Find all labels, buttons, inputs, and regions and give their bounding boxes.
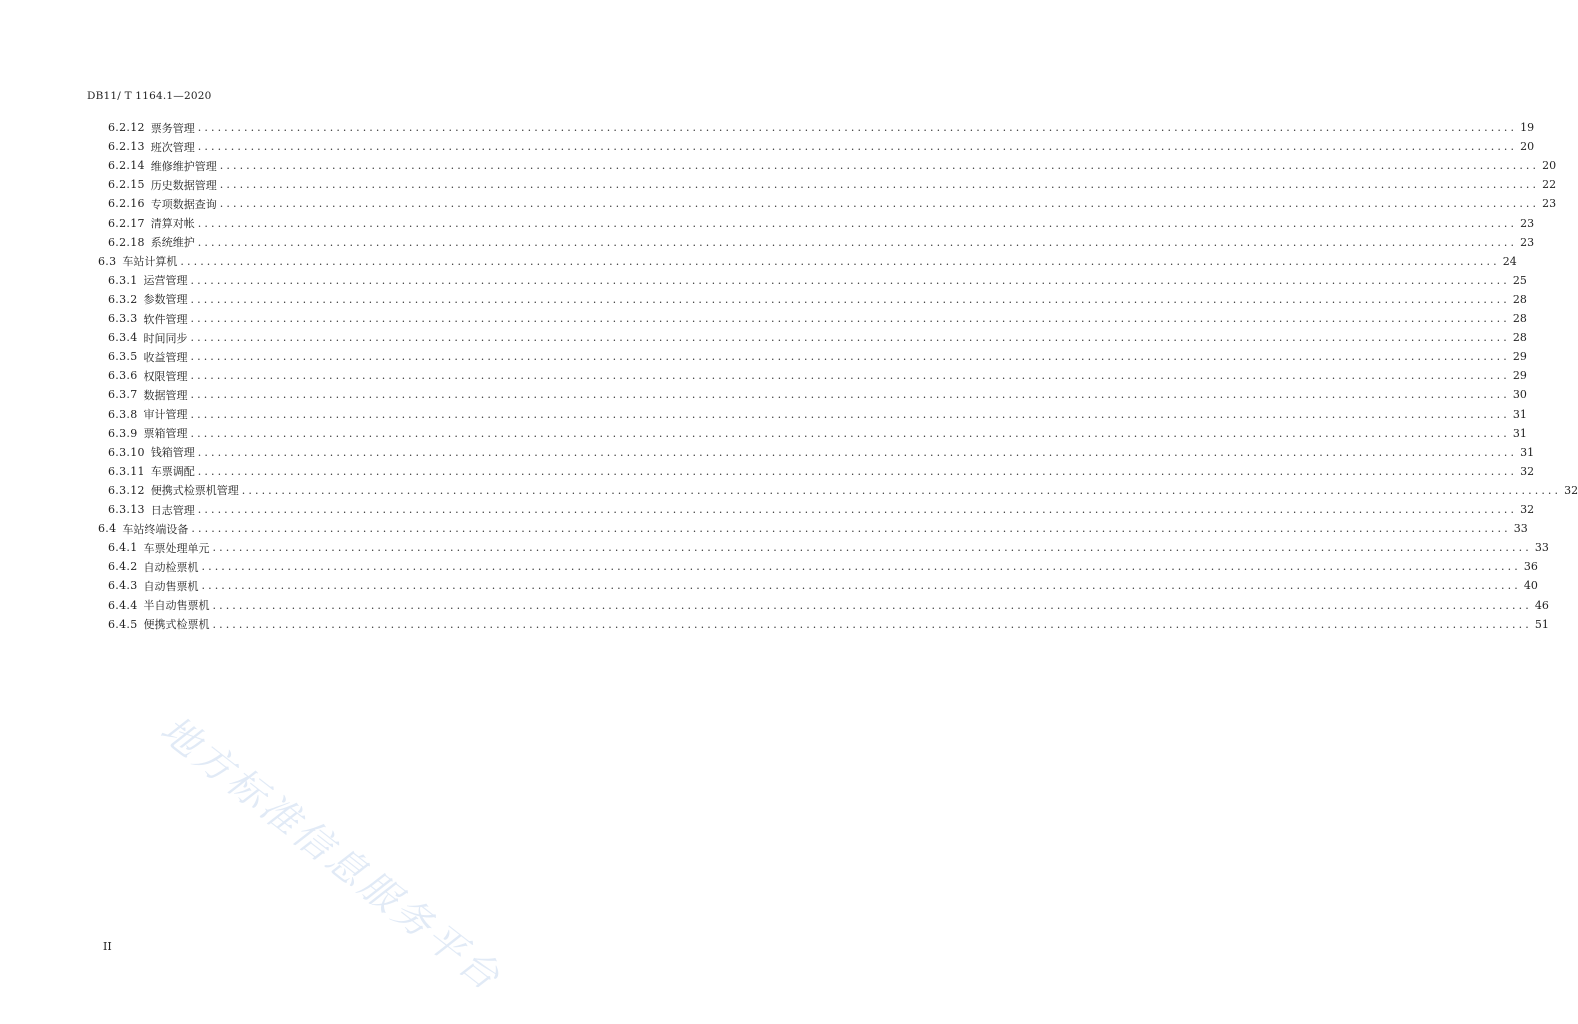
toc-entry-page: 51 (1534, 617, 1549, 631)
toc-entry-title: 权限管理 (143, 369, 188, 383)
toc-leader-dots: ........................................................................................................................................................................................................ (197, 445, 1518, 459)
toc-leader-dots: ........................................................................................................................................................................................................ (180, 254, 1500, 268)
toc-entry-page: 33 (1513, 522, 1528, 536)
toc-entry-number: 6.3.11 (108, 464, 145, 478)
toc-entry-title: 车票调配 (150, 465, 195, 479)
toc-entry-page: 24 (1502, 254, 1517, 268)
toc-leader-dots: ........................................................................................................................................................................................................ (190, 350, 1510, 364)
toc-entry-number: 6.3.6 (108, 369, 138, 383)
toc-entry[interactable] (0, 252, 1517, 271)
toc-entry-title: 专项数据查询 (150, 197, 217, 211)
toc-entry-title: 班次管理 (150, 140, 195, 154)
toc-leader-dots: ........................................................................................................................................................................................................ (201, 579, 1521, 593)
toc-leader-dots: ........................................................................................................................................................................................................ (197, 235, 1518, 249)
toc-entry-number: 6.4.4 (108, 598, 138, 612)
toc-entry-number: 6.3.2 (108, 292, 138, 306)
toc-entry[interactable] (0, 596, 1549, 615)
toc-entry-title: 自动检票机 (143, 560, 199, 574)
toc-entry-number: 6.3.12 (108, 483, 145, 497)
toc-entry-number: 6.3.9 (108, 426, 138, 440)
toc-entry-number: 6.4.2 (108, 560, 138, 574)
toc-entry[interactable] (0, 233, 1535, 252)
toc-entry-title: 票务管理 (150, 121, 195, 135)
toc-entry-page: 33 (1534, 541, 1549, 555)
toc-entry[interactable] (0, 500, 1535, 519)
toc-entry[interactable] (0, 462, 1535, 481)
toc-entry-title: 时间同步 (143, 331, 188, 345)
toc-entry-page: 20 (1542, 159, 1557, 173)
toc-leader-dots: ........................................................................................................................................................................................................ (190, 292, 1510, 306)
toc-leader-dots: ........................................................................................................................................................................................................ (219, 159, 1540, 173)
page-header: DB11/ T 1164.1—2020 (87, 90, 212, 102)
toc-entry[interactable] (0, 328, 1527, 347)
toc-leader-dots: ........................................................................................................................................................................................................ (241, 483, 1562, 497)
toc-entry-title: 软件管理 (143, 312, 188, 326)
toc-leader-dots: ........................................................................................................................................................................................................ (190, 331, 1510, 345)
toc-entry-title: 运营管理 (143, 274, 188, 288)
toc-entry[interactable] (0, 175, 1557, 194)
toc-entry-number: 6.2.18 (108, 235, 145, 249)
toc-leader-dots: ........................................................................................................................................................................................................ (190, 388, 1510, 402)
toc-entry[interactable] (0, 366, 1527, 385)
toc-entry-title: 便携式检票机 (143, 618, 210, 632)
toc-entry[interactable] (0, 309, 1527, 328)
toc-entry[interactable] (0, 385, 1527, 404)
toc-entry-page: 32 (1520, 464, 1535, 478)
toc-entry-number: 6.4.3 (108, 579, 138, 593)
toc-entry-page: 20 (1520, 140, 1535, 154)
toc-entry-title: 参数管理 (143, 293, 188, 307)
toc-entry-page: 36 (1523, 560, 1538, 574)
toc-entry[interactable] (0, 443, 1535, 462)
toc-entry[interactable] (0, 271, 1527, 290)
toc-entry-number: 6.3.1 (108, 273, 138, 287)
toc-entry[interactable] (0, 214, 1535, 233)
toc-entry-page: 31 (1512, 426, 1527, 440)
toc-leader-dots: ........................................................................................................................................................................................................ (190, 407, 1510, 421)
toc-entry-number: 6.2.13 (108, 140, 145, 154)
toc-entry-number: 6.2.14 (108, 159, 145, 173)
toc-entry-page: 31 (1520, 445, 1535, 459)
watermark: 地方标准信息服务平台 (152, 707, 511, 1001)
toc-entry[interactable] (0, 557, 1538, 576)
toc-leader-dots: ........................................................................................................................................................................................................ (191, 522, 1511, 536)
toc-entry-page: 22 (1542, 178, 1557, 192)
toc-entry-title: 清算对帐 (150, 217, 195, 230)
toc-entry-title: 系统维护 (150, 236, 195, 250)
toc-entry-title: 数据管理 (143, 388, 188, 402)
toc-entry-number: 6.2.15 (108, 178, 145, 192)
toc-leader-dots: ........................................................................................................................................................................................................ (212, 541, 1532, 555)
toc-entry[interactable] (0, 156, 1557, 175)
toc-entry-number: 6.3.4 (108, 331, 138, 345)
toc-entry-number: 6.3.10 (108, 445, 145, 459)
toc-entry-title: 收益管理 (143, 350, 188, 364)
toc-entry-title: 日志管理 (150, 503, 195, 517)
toc-entry-page: 28 (1512, 292, 1527, 306)
toc-entry-page: 29 (1512, 369, 1527, 383)
toc-leader-dots: ........................................................................................................................................................................................................ (190, 273, 1510, 287)
toc-entry[interactable] (0, 290, 1527, 309)
toc-entry-number: 6.2.16 (108, 197, 145, 211)
toc-entry-page: 25 (1512, 273, 1527, 287)
toc-entry-number: 6.2.12 (108, 121, 145, 134)
toc-entry-number: 6.3 (98, 254, 117, 268)
toc-leader-dots: ........................................................................................................................................................................................................ (197, 140, 1518, 154)
toc-entry-page: 40 (1523, 579, 1538, 593)
toc-leader-dots: ........................................................................................................................................................................................................ (197, 216, 1518, 230)
toc-entry-title: 车票处理单元 (143, 541, 210, 555)
toc-entry-title: 车站终端设备 (122, 522, 189, 536)
toc-entry-number: 6.4.1 (108, 541, 138, 555)
toc-entry[interactable] (0, 615, 1549, 634)
toc-entry-page: 19 (1520, 121, 1535, 134)
toc-leader-dots: ........................................................................................................................................................................................................ (219, 197, 1540, 211)
toc-entry-title: 历史数据管理 (150, 178, 217, 192)
toc-leader-dots: ........................................................................................................................................................................................................ (212, 598, 1532, 612)
toc-entry[interactable] (0, 405, 1527, 424)
toc-entry-title: 审计管理 (143, 408, 188, 421)
toc-entry-page: 23 (1542, 197, 1557, 211)
toc-entry-page: 28 (1512, 312, 1527, 325)
toc-entry-title: 半自动售票机 (143, 599, 210, 612)
toc-entry[interactable] (0, 424, 1527, 443)
toc-entry[interactable] (0, 481, 1578, 500)
toc-entry-page: 30 (1512, 388, 1527, 402)
toc-entry-page: 32 (1520, 503, 1535, 516)
page-number: II (103, 940, 112, 953)
toc-entry-title: 维修维护管理 (150, 159, 217, 173)
toc-entry[interactable] (0, 137, 1535, 156)
toc-entry-number: 6.3.5 (108, 350, 138, 364)
toc-entry-page: 32 (1564, 483, 1578, 497)
toc-entry[interactable] (0, 194, 1557, 213)
toc-leader-dots: ........................................................................................................................................................................................................ (190, 426, 1510, 440)
toc-entry-title: 票箱管理 (143, 427, 188, 441)
toc-entry-number: 6.2.17 (108, 216, 145, 230)
toc-entry-page: 23 (1520, 216, 1535, 230)
toc-entry[interactable] (0, 538, 1549, 557)
toc-entry-title: 钱箱管理 (150, 446, 195, 460)
toc-leader-dots: ........................................................................................................................................................................................................ (219, 178, 1540, 192)
toc-leader-dots: ........................................................................................................................................................................................................ (197, 121, 1518, 134)
toc-entry[interactable] (0, 347, 1527, 366)
toc-entry[interactable] (0, 576, 1538, 595)
toc-entry-number: 6.3.3 (108, 312, 138, 325)
toc-entry-number: 6.4.5 (108, 617, 138, 631)
toc-leader-dots: ........................................................................................................................................................................................................ (201, 560, 1521, 574)
toc-entry-number: 6.3.8 (108, 407, 138, 421)
toc-entry[interactable] (0, 519, 1528, 538)
toc-entry-page: 28 (1512, 331, 1527, 345)
toc-entry-number: 6.3.13 (108, 503, 145, 516)
toc-entry-number: 6.4 (98, 522, 117, 536)
toc-leader-dots: ........................................................................................................................................................................................................ (197, 503, 1518, 516)
toc-leader-dots: ........................................................................................................................................................................................................ (190, 369, 1510, 383)
toc-entry-title: 自动售票机 (143, 579, 199, 593)
toc-leader-dots: ........................................................................................................................................................................................................ (197, 464, 1518, 478)
toc-entry-page: 23 (1520, 235, 1535, 249)
toc-entry-page: 46 (1534, 598, 1549, 612)
toc-entry-page: 31 (1512, 407, 1527, 421)
toc-leader-dots: ........................................................................................................................................................................................................ (190, 312, 1510, 325)
toc-entry-title: 便携式检票机管理 (150, 484, 239, 498)
toc-entry-number: 6.3.7 (108, 388, 138, 402)
toc-leader-dots: ........................................................................................................................................................................................................ (212, 617, 1532, 631)
toc-entry-title: 车站计算机 (122, 255, 178, 269)
toc-entry-page: 29 (1512, 350, 1527, 364)
toc-entry[interactable] (0, 118, 1535, 137)
